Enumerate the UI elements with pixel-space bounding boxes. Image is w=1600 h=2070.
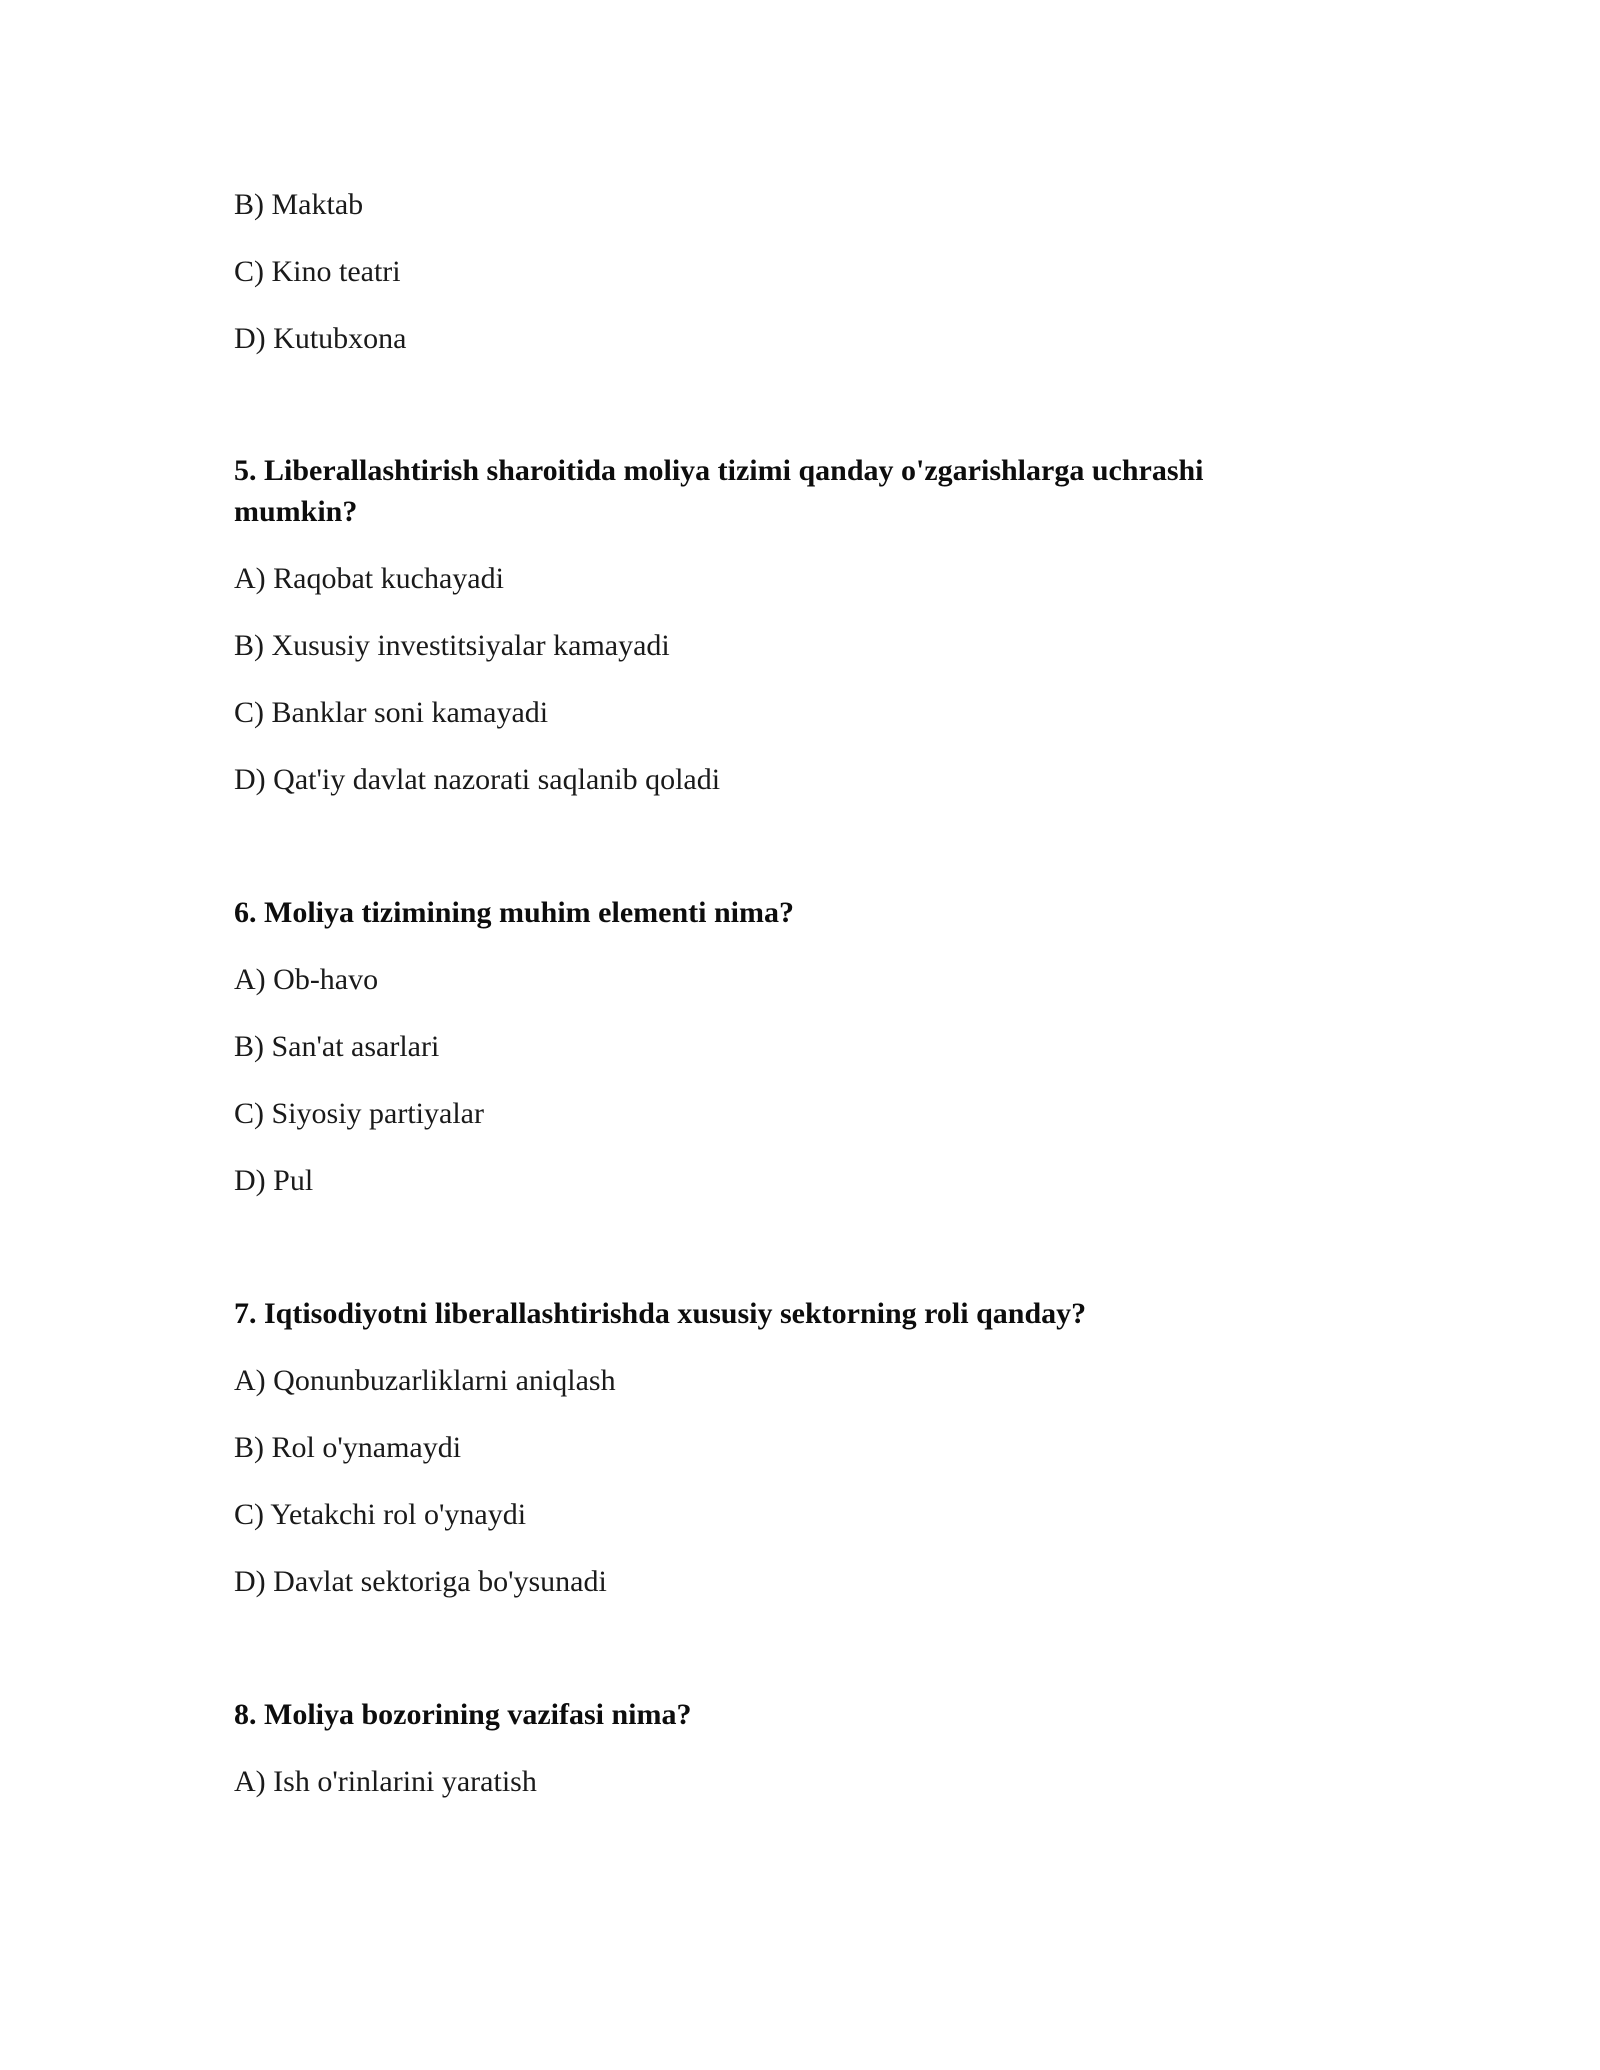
q7-option-c: C) Yetakchi rol o'ynaydi <box>234 1498 527 1531</box>
q5-option-b: B) Xususiy investitsiyalar kamayadi <box>234 629 670 662</box>
q6-question: 6. Moliya tizimining muhim elementi nima? <box>234 896 794 929</box>
q5-option-c: C) Banklar soni kamayadi <box>234 696 549 729</box>
q4-option-b: B) Maktab <box>234 188 364 221</box>
q6-option-d: D) Pul <box>234 1164 314 1197</box>
q6-option-b: B) San'at asarlari <box>234 1030 440 1063</box>
q8-option-a: A) Ish o'rinlarini yaratish <box>234 1765 537 1798</box>
q5-option-a: A) Raqobat kuchayadi <box>234 562 504 595</box>
q6-option-a: A) Ob-havo <box>234 963 379 996</box>
q5-option-d: D) Qat'iy davlat nazorati saqlanib qoladi <box>234 763 721 796</box>
q5-question-line-1: 5. Liberallashtirish sharoitida moliya tizimi qanday o'zgarishlarga uchrashi <box>234 454 1204 487</box>
q7-option-d: D) Davlat sektoriga bo'ysunadi <box>234 1565 607 1598</box>
q5-question-line-2: mumkin? <box>234 495 358 528</box>
q4-option-d: D) Kutubxona <box>234 322 407 355</box>
q4-option-c: C) Kino teatri <box>234 255 401 288</box>
q7-question: 7. Iqtisodiyotni liberallashtirishda xususiy sektorning roli qanday? <box>234 1297 1087 1330</box>
q7-option-a: A) Qonunbuzarliklarni aniqlash <box>234 1364 616 1397</box>
q8-question: 8. Moliya bozorining vazifasi nima? <box>234 1698 692 1731</box>
q6-option-c: C) Siyosiy partiyalar <box>234 1097 484 1130</box>
q7-option-b: B) Rol o'ynamaydi <box>234 1431 462 1464</box>
